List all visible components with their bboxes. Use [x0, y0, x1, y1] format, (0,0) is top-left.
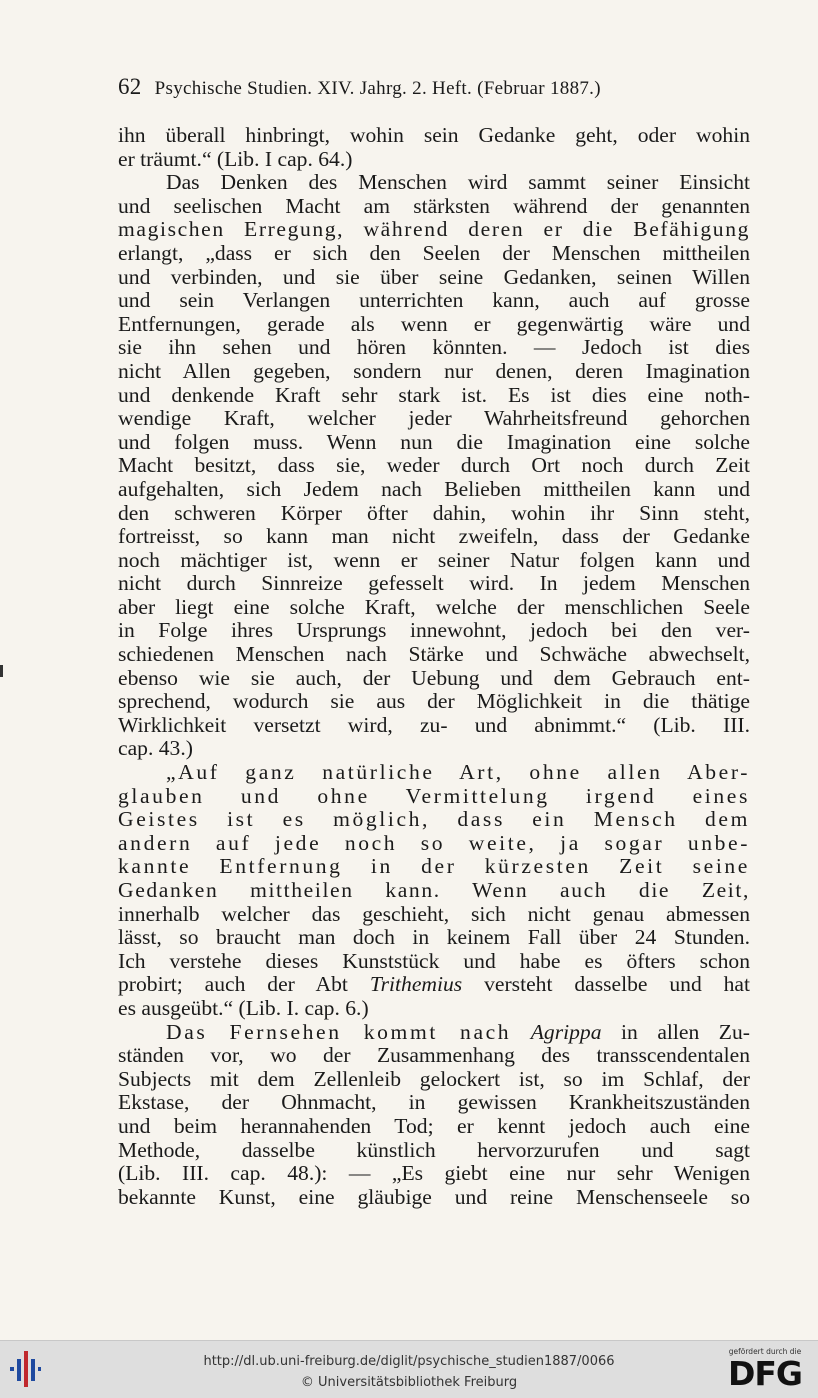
text-line: cap. 43.) — [118, 736, 193, 761]
text-line: und sein Verlangen unterrichten kann, auch auf grosse — [118, 288, 750, 313]
text-line: bekannte Kunst, eine gläubige und reine Menschenseele so — [118, 1184, 750, 1209]
text-line: Gedanken mittheilen kann. Wenn auch die Zeit, — [118, 878, 750, 902]
text-line: sie ihn sehen und hören könnten. — Jedoch ist dies — [118, 335, 750, 360]
text-line: und seelischen Macht am stärksten während der genannten — [118, 193, 750, 218]
text-line: sprechend, wodurch sie aus der Möglichkeit in die thätige — [118, 689, 750, 714]
text-line: Macht besitzt, dass sie, weder durch Ort noch durch Zeit — [118, 453, 750, 478]
text-line: ebenso wie sie auch, der Uebung und dem Gebrauch ent- — [118, 665, 750, 690]
text-line: den schweren Körper öfter dahin, wohin ihr Sinn steht, — [118, 500, 750, 525]
page-header — [118, 74, 750, 100]
running-title: Psychische Studien. XIV. Jahrg. 2. Heft. (Februar 1887.) — [154, 78, 601, 99]
text-line: ständen vor, wo der Zusammenhang des transscendentalen — [118, 1043, 750, 1068]
text-line: er träumt.“ (Lib. I cap. 64.) — [118, 146, 353, 171]
permalink-url[interactable]: http://dl.ub.uni-freiburg.de/diglit/psychische_studien1887/0066 — [203, 1354, 615, 1369]
text-line: es ausgeübt.“ (Lib. I. cap. 6.) — [118, 995, 369, 1020]
italic-name: Trithemius — [369, 972, 463, 997]
dfg-logo: DFG — [727, 1354, 803, 1393]
text-line: fortreisst, so kann man nicht zweifeln, dass der Gedanke — [118, 524, 750, 549]
text-line — [118, 1021, 750, 1045]
text-line: lässt, so braucht man doch in keinem Fall über 24 Stunden. — [118, 925, 750, 950]
text-line: nicht durch Sinnreize gefesselt wird. In jedem Menschen — [118, 571, 750, 596]
text-line: Das Denken des Menschen wird sammt seiner Einsicht — [166, 170, 750, 195]
text-line: Geistes ist es möglich, dass ein Mensch dem — [118, 807, 750, 832]
text-line: kannte Entfernung in der kürzesten Zeit seine — [118, 854, 750, 879]
text-run: versteht dasselbe und hat — [484, 972, 750, 997]
text-line: andern auf jede noch so weite, ja sogar unbe- — [118, 830, 750, 855]
text-line: und beim herannahenden Tod; er kennt jedoch auch eine — [118, 1113, 750, 1138]
text-line: nicht Allen gegeben, sondern nur denen, deren Imagination — [118, 358, 750, 383]
text-line: schiedenen Menschen nach Stärke und Schwäche abwechselt, — [118, 642, 750, 667]
sponsor-caption: gefördert durch die — [728, 1347, 802, 1356]
text-line: (Lib. III. cap. 48.): — „Es giebt eine nur sehr Wenigen — [118, 1161, 750, 1186]
text-line: magischen Erregung, während deren er die Befähigung — [118, 217, 750, 242]
text-line: wendige Kraft, welcher jeder Wahrheitsfreund gehorchen — [118, 406, 750, 431]
margin-mark — [0, 665, 3, 677]
copyright-notice: © Universitätsbibliothek Freiburg — [300, 1375, 518, 1390]
text-line: erlangt, „dass er sich den Seelen der Menschen mittheilen — [118, 240, 750, 265]
page-number: 62 — [118, 74, 142, 99]
text-line: und verbinden, und sie über seine Gedanken, seinen Willen — [118, 264, 750, 289]
text-line: ihn überall hinbringt, wohin sein Gedanke geht, oder wohin — [118, 123, 750, 147]
body-text — [118, 124, 750, 1209]
text-run: Das Fernsehen kommt nach — [166, 1019, 512, 1044]
text-line: in Folge ihres Ursprungs innewohnt, jedoch bei den ver- — [118, 618, 750, 643]
text-line: innerhalb welcher das geschieht, sich nicht genau abmessen — [118, 901, 750, 926]
text-line — [118, 973, 750, 997]
text-line: Entfernungen, gerade als wenn er gegenwärtig wäre und — [118, 311, 750, 336]
text-line: und denkende Kraft sehr stark ist. Es ist dies eine noth- — [118, 382, 750, 407]
text-line: Wirklichkeit versetzt wird, zu- und abnimmt.“ (Lib. III. — [118, 712, 750, 737]
italic-name: Agrippa — [530, 1019, 602, 1044]
text-line: aufgehalten, sich Jedem nach Belieben mittheilen kann und — [118, 476, 750, 501]
text-line: glauben und ohne Vermittelung irgend eines — [118, 783, 750, 808]
text-line: und folgen muss. Wenn nun die Imagination eine solche — [118, 429, 750, 454]
text-line: Subjects mit dem Zellenleib gelockert ist, so im Schlaf, der — [118, 1066, 750, 1091]
viewer-footer — [0, 1340, 818, 1398]
text-line: Ich verstehe dieses Kunststück und habe es öfters schon — [118, 948, 750, 973]
text-run: in allen Zu- — [621, 1019, 750, 1044]
text-run: probirt; auch der Abt — [118, 972, 348, 997]
text-line: Ekstase, der Ohnmacht, in gewissen Krankheitszuständen — [118, 1090, 750, 1115]
text-line: Methode, dasselbe künstlich hervorzurufen und sagt — [118, 1137, 750, 1162]
text-line: noch mächtiger ist, wenn er seiner Natur folgen kann und — [118, 547, 750, 572]
text-line: „Auf ganz natürliche Art, ohne allen Aber- — [166, 760, 750, 785]
text-line: aber liegt eine solche Kraft, welche der menschlichen Seele — [118, 594, 750, 619]
